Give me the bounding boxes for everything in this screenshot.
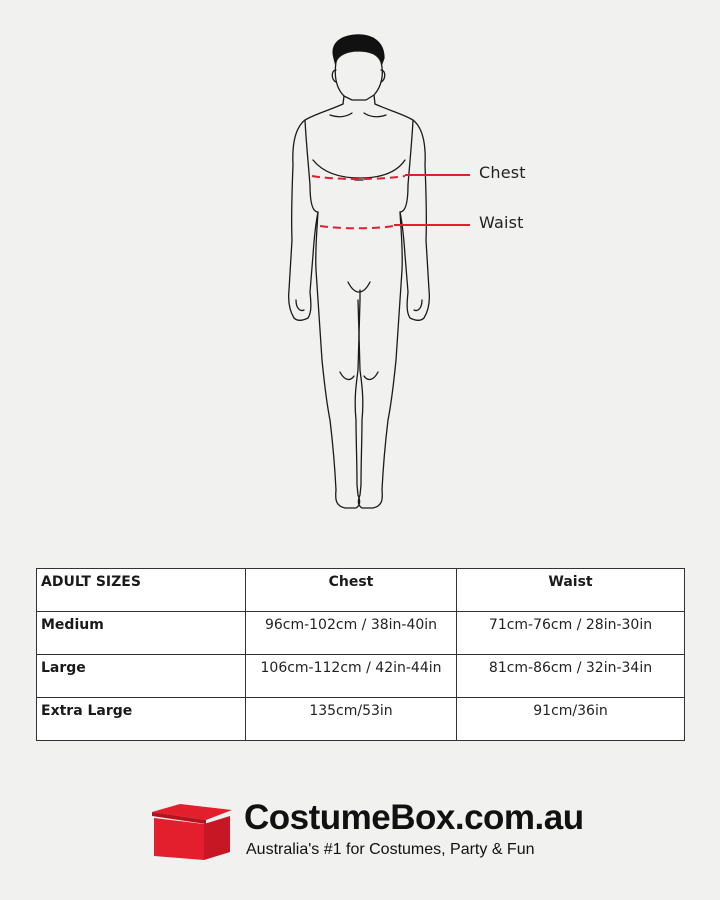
header-waist: Waist xyxy=(457,569,685,612)
red-box-icon xyxy=(150,802,234,862)
chest-value: 96cm-102cm / 38in-40in xyxy=(246,612,457,655)
header-adult-sizes: ADULT SIZES xyxy=(37,569,246,612)
table-row xyxy=(37,612,685,655)
waist-value: 71cm-76cm / 28in-30in xyxy=(457,612,685,655)
waist-value: 81cm-86cm / 32in-34in xyxy=(457,655,685,698)
table-row xyxy=(37,655,685,698)
chest-value: 106cm-112cm / 42in-44in xyxy=(246,655,457,698)
header-chest: Chest xyxy=(246,569,457,612)
waist-measure-line xyxy=(320,226,394,228)
waist-value: 91cm/36in xyxy=(457,698,685,741)
left-body-outline xyxy=(289,104,360,508)
size-label: Medium xyxy=(37,612,246,655)
chest-value: 135cm/53in xyxy=(246,698,457,741)
chest-label: Chest xyxy=(479,163,526,182)
head-outline xyxy=(335,51,382,100)
brand-name: CostumeBox.com.au xyxy=(244,798,584,837)
size-label: Extra Large xyxy=(37,698,246,741)
table-header-row xyxy=(37,569,685,612)
table-row xyxy=(37,698,685,741)
brand-tagline: Australia's #1 for Costumes, Party & Fun xyxy=(246,841,535,858)
size-chart-table xyxy=(36,568,685,741)
costumebox-logo[interactable] xyxy=(150,800,590,870)
waist-label: Waist xyxy=(479,213,524,232)
size-label: Large xyxy=(37,655,246,698)
right-body-outline xyxy=(358,104,429,508)
